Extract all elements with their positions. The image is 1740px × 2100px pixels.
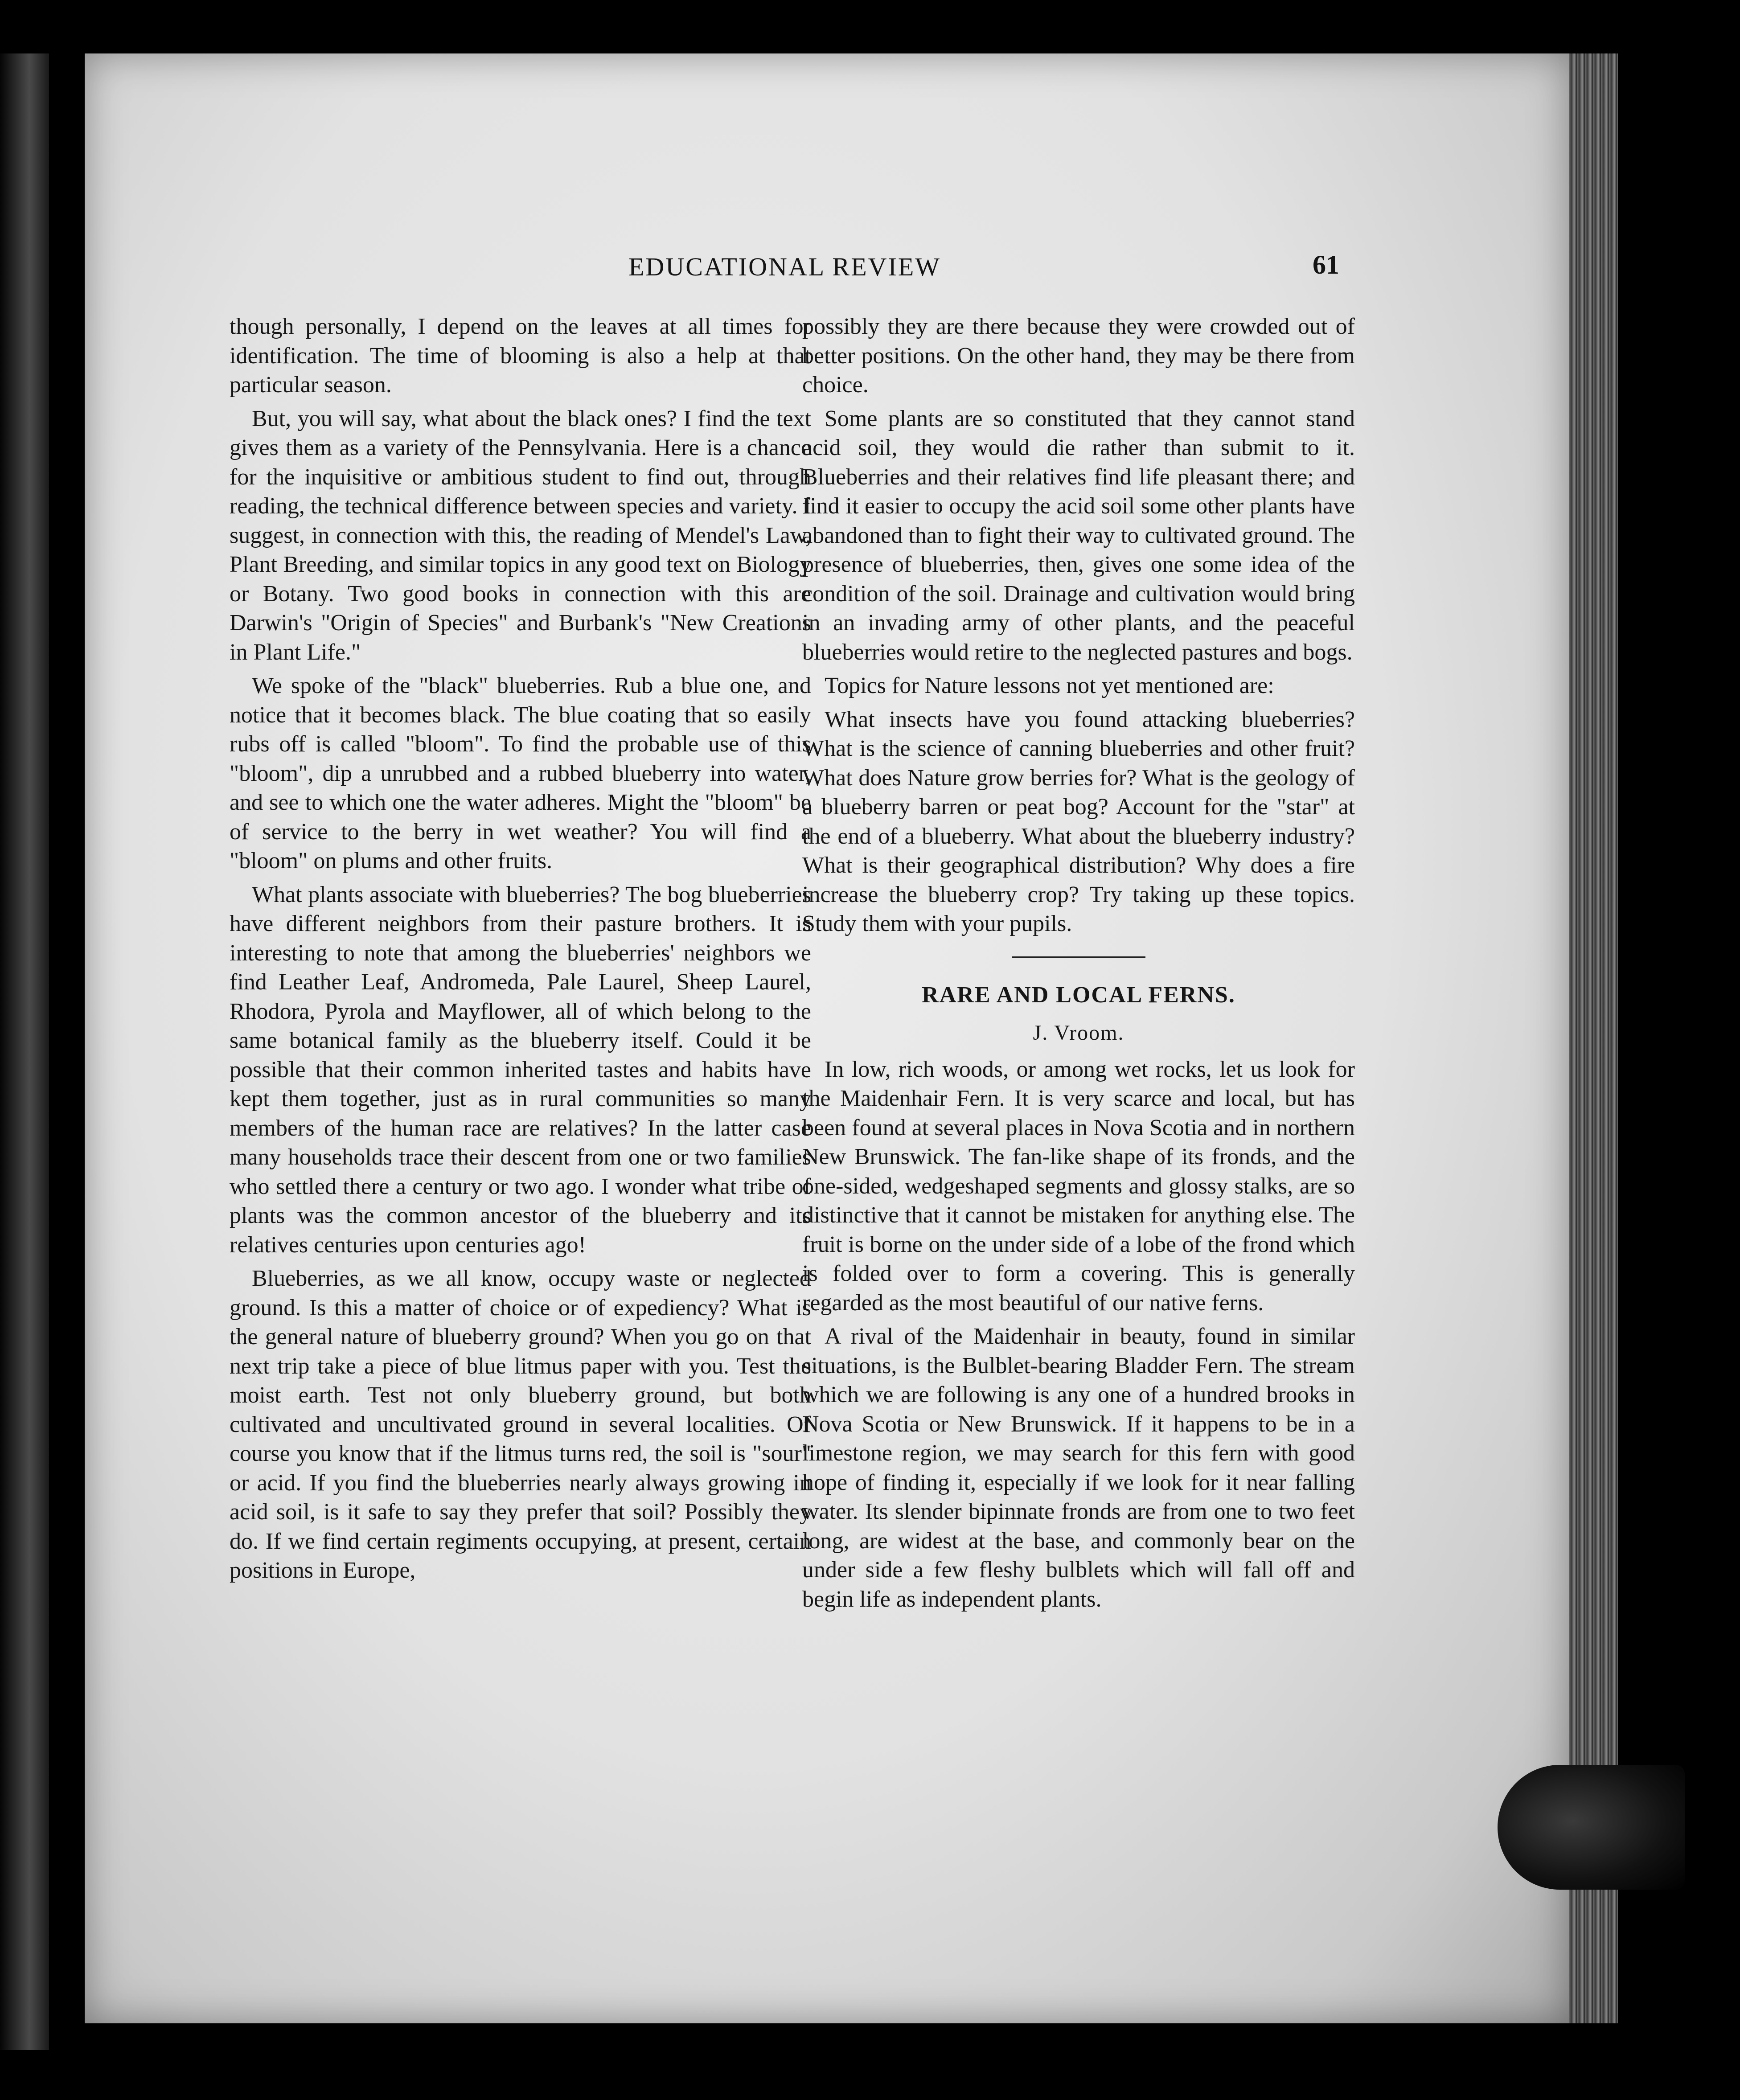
left-paragraph: What plants associate with blueberries? The bog blueberries have different neighbors from their pasture brothers. It is interesting to note that among the blueberries' neighbors we find Leather Leaf, Andromeda, Pale Laurel, Sheep Laurel, Rhodora, Pyrola and Mayflower, all of which belong to the same botanical family as the blueberry itself. Could it be possible that their common inherited tastes and habits have kept them together, just as in rural communities so many members of the human race are relatives? In the latter case many households trace their descent from one or two families who settled there a century or two ago. I wonder what tribe of plants was the common ancestor of the blueberry and its relatives centuries upon centuries ago!	[230, 882, 811, 1258]
left-paragraph: though personally, I depend on the leaves at all times for identification. The time of blooming is also a help at that particular season.	[230, 314, 811, 398]
section-paragraph: In low, rich woods, or among wet rocks, let us look for the Maidenhair Fern. It is very scarce and local, but has been found at several places in Nova Scotia and in northern New Brunswick. The fan-like shape of its fronds, and the one-sided, wedgeshaped segments and glossy stalks, are so distinctive that it cannot be mistaken for anything else. The fruit is borne on the under side of a lobe of the frond which is folded over to form a covering. This is generally regarded as the most beautiful of our native ferns.	[802, 1056, 1355, 1316]
page-number: 61	[1313, 250, 1339, 279]
right-column	[802, 312, 1355, 1614]
right-paragraph: Topics for Nature lessons not yet mentioned are:	[825, 673, 1274, 698]
thumb-holding-page	[1498, 1765, 1685, 1890]
running-head: EDUCATIONAL REVIEW	[628, 252, 941, 281]
section-paragraph: A rival of the Maidenhair in beauty, found in similar situations, is the Bulblet-bearing Bladder Fern. The stream which we are following is any one of a hundred brooks in Nova Scotia or New Brunswick. If it happens to be in a limestone region, we may search for this fern with good hope of finding it, especially if we look for it near falling water. Its slender bipinnate fronds are from one to two feet long, are widest at the base, and commonly bear on the under side a few fleshy bulblets which will fall off and begin life as independent plants.	[802, 1324, 1355, 1612]
left-column	[230, 312, 811, 1585]
section-title: RARE AND LOCAL FERNS.	[922, 982, 1235, 1008]
left-paragraph: Blueberries, as we all know, occupy waste or neglected ground. Is this a matter of choice or of expediency? What is the general nature of blueberry ground? When you go on that next trip take a piece of blue litmus paper with you. Test the moist earth. Test not only blueberry ground, but both cultivated and uncultivated ground in several localities. Of course you know that if the litmus turns red, the soil is "sour" or acid. If you find the blueberries nearly always growing in acid soil, is it safe to say they prefer that soil? Possibly they do. If we find certain regiments occupying, at present, certain positions in Europe,	[230, 1266, 811, 1583]
right-paragraph: Some plants are so constituted that they cannot stand acid soil, they would die rather than submit to it. Blueberries and their relatives find life pleasant there; and find it easier to occupy the acid soil some other plants have abandoned than to fight their way to cultivated ground. The presence of blueberries, then, gives one some idea of the condition of the soil. Drainage and cultivation would bring in an invading army of other plants, and the peaceful blueberries would retire to the neglected pastures and bogs.	[802, 406, 1355, 665]
facing-page-edge	[0, 53, 49, 2050]
section-divider	[1012, 956, 1145, 958]
page-stack-edge	[1569, 53, 1618, 2023]
left-paragraph: But, you will say, what about the black ones? I find the text gives them as a variety of the Pennsylvania. Here is a chance for the inquisitive or ambitious student to find out, through reading, the technical difference between species and variety. I suggest, in connection with this, the reading of Mendel's Law, Plant Breeding, and similar topics in any good text on Biology or Botany. Two good books in connection with this are Darwin's "Origin of Species" and Burbank's "New Creations in Plant Life."	[230, 406, 811, 665]
right-paragraph: possibly they are there because they were crowded out of better positions. On the other hand, they may be there from choice.	[802, 314, 1355, 398]
author-byline: J. Vroom.	[1033, 1021, 1124, 1045]
right-paragraph: What insects have you found attacking blueberries? What is the science of canning blueberries and other fruit? What does Nature grow berries for? What is the geology of a blueberry barren or peat bog? Account for the "star" at the end of a blueberry. What about the blueberry industry? What is their geographical distribution? Why does a fire increase the blueberry crop? Try taking up these topics. Study them with your pupils.	[802, 706, 1355, 936]
left-paragraph: We spoke of the "black" blueberries. Rub a blue one, and notice that it becomes black. The blue coating that so easily rubs off is called "bloom". To find the probable use of this "bloom", dip a unrubbed and a rubbed blueberry into water, and see to which one the water adheres. Might the "bloom" be of service to the berry in wet weather? You will find a "bloom" on plums and other fruits.	[230, 673, 811, 874]
